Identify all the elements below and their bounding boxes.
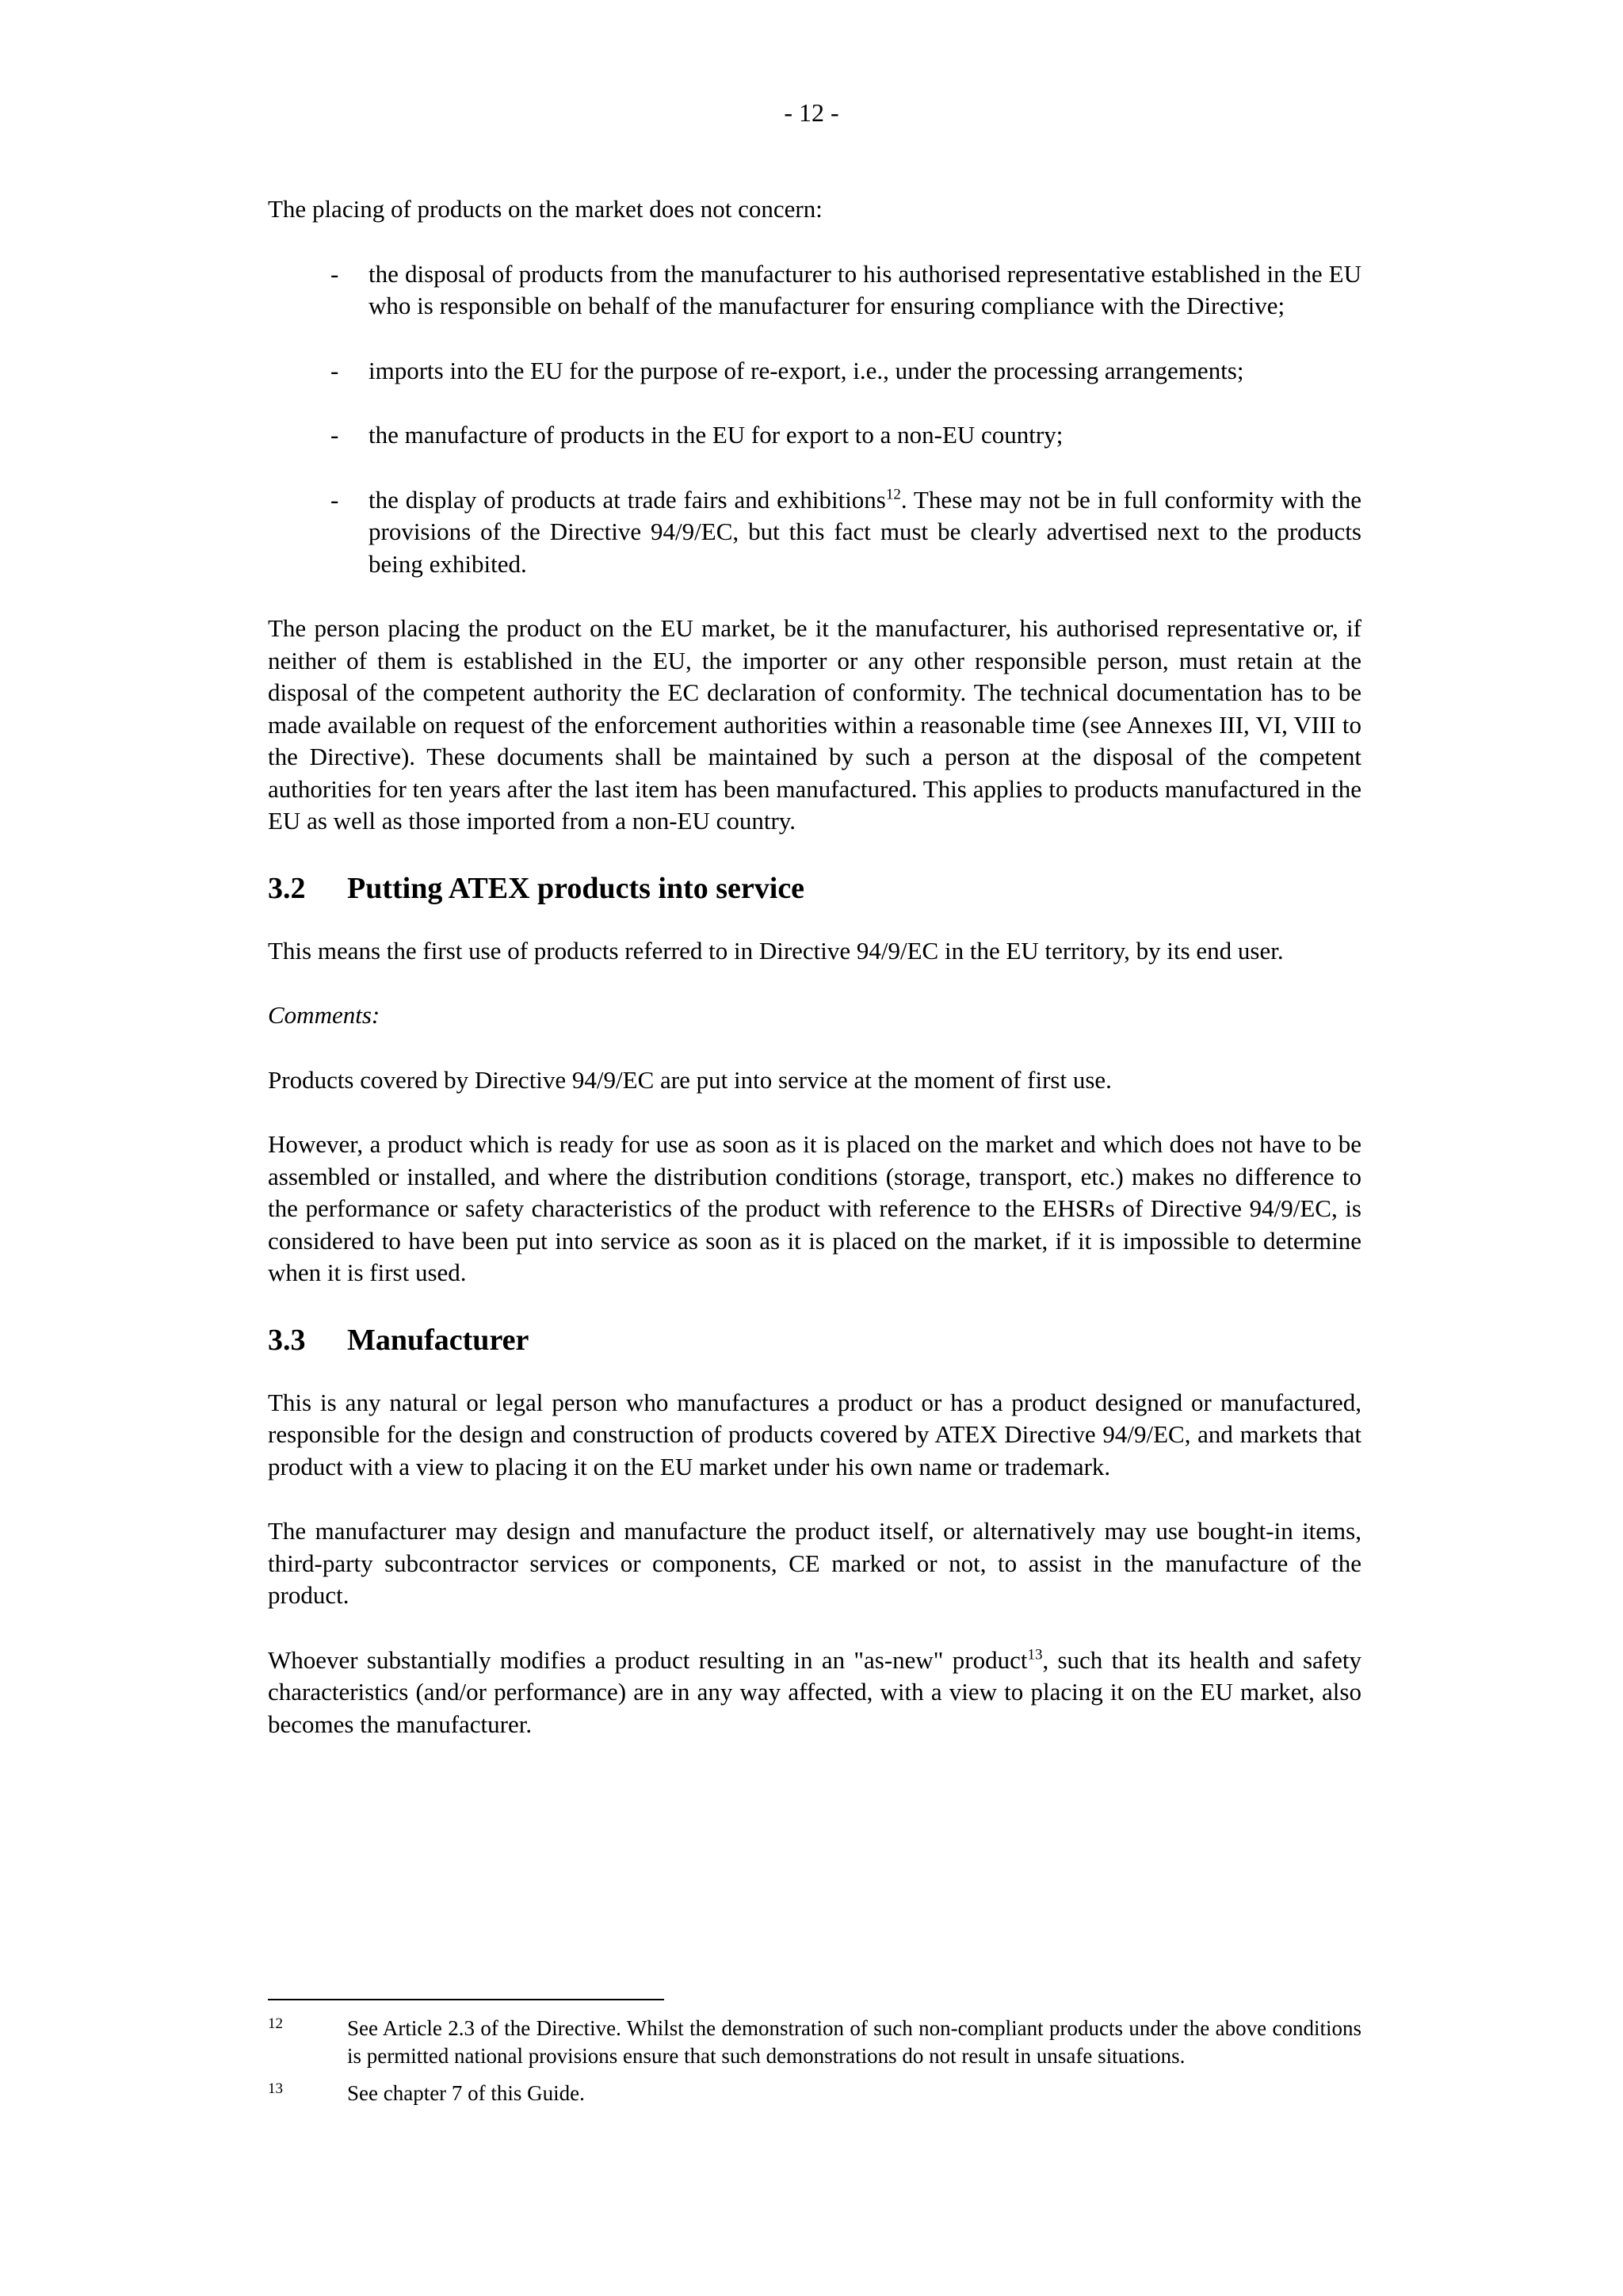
list-item-text-continued: . These may not be in full conformity with the provisions of the Directive 94/9/EC, but this fact must be clearly advertised next to the products being exhibited. [369, 485, 1362, 578]
section-3-3-paragraph-2: The manufacturer may design and manufacture the product itself, or alternatively may use bought-in items, third-party subcontractor services or components, CE marked or not, to assist in the manufacture of the product. [268, 1517, 1361, 1609]
section-number: 3.2 [268, 871, 306, 905]
paragraph-text: Whoever substantially modifies a product resulting in an "as-new" product [268, 1645, 1028, 1674]
exclusions-list [268, 258, 1361, 581]
footnote-13 [268, 2080, 1361, 2107]
section-title: Manufacturer [347, 1323, 529, 1357]
list-item [268, 419, 1361, 452]
footnotes [268, 1999, 1361, 2117]
list-item-text: the disposal of products from the manufacturer to his authorised representative established in the EU who is responsible on behalf of the manufacturer for ensuring compliance with the Directive; [369, 259, 1361, 319]
section-number: 3.3 [268, 1323, 306, 1357]
list-item [268, 484, 1361, 581]
footnote-divider [268, 1999, 664, 2000]
section-3-3-paragraph-3 [268, 1645, 1361, 1741]
section-3-3-heading [268, 1322, 1361, 1358]
list-item-text: imports into the EU for the purpose of re-export, i.e., under the processing arrangements; [369, 356, 1244, 384]
section-title: Putting ATEX products into service [347, 871, 805, 905]
section-3-2-paragraph-2: Products covered by Directive 94/9/EC are put into service at the moment of first use. [268, 1065, 1112, 1094]
footnote-ref-13[interactable]: 13 [1027, 1646, 1043, 1664]
footnote-number: 13 [268, 2080, 283, 2097]
bullet-dash: - [330, 259, 339, 288]
footnote-text: See Article 2.3 of the Directive. Whilst the demonstration of such non-compliant products under the above conditions is permitted national provisions ensure that such demonstrations do not result in unsafe situations. [347, 2016, 1361, 2068]
page-number: - 12 - [784, 98, 839, 127]
bullet-dash: - [330, 356, 339, 384]
section-3-2-heading [268, 870, 1361, 907]
section-3-3-definition: This is any natural or legal person who manufactures a product or has a product designed or manufactured, responsible for the design and construction of products covered by ATEX Directive 94/9/EC, and markets that product with a view to placing it on the EU market under his own name or trademark. [268, 1388, 1361, 1480]
footnote-number: 12 [268, 2015, 283, 2032]
intro-paragraph: The placing of products on the market does not concern: [268, 195, 823, 223]
section-3-2-definition: This means the first use of products referred to in Directive 94/9/EC in the EU territory, by its end user. [268, 936, 1284, 965]
paragraph-text-continued: , such that its health and safety characteristics (and/or performance) are in any way affected, with a view to placing it on the EU market, also becomes the manufacturer. [268, 1645, 1361, 1738]
responsible-person-paragraph: The person placing the product on the EU market, be it the manufacturer, his authorised representative or, if neither of them is established in the EU, the importer or any other responsible person, must retain at the disposal of the competent authority the EC declaration of conformity. The technical documentation has to be made available on request of the enforcement authorities within a reasonable time (see Annexes III, VI, VIII to the Directive). These documents shall be maintained by such a person at the disposal of the competent authorities for ten years after the last item has been manufactured. This applies to products manufactured in the EU as well as those imported from a non-EU country. [268, 614, 1361, 835]
list-item [268, 258, 1361, 323]
footnote-text: See chapter 7 of this Guide. [347, 2081, 585, 2105]
list-item-text: the manufacture of products in the EU for export to a non-EU country; [369, 421, 1064, 449]
section-3-2-paragraph-3: However, a product which is ready for use as soon as it is placed on the market and which does not have to be assembled or installed, and where the distribution conditions (storage, transport, etc.) makes no difference to the performance or safety characteristics of the product with reference to the EHSRs of Directive 94/9/EC, is considered to have been put into service as soon as it is placed on the market, if it is impossible to determine when it is first used. [268, 1130, 1361, 1286]
list-item [268, 355, 1361, 388]
list-item-text: the display of products at trade fairs and exhibitions [369, 485, 886, 514]
footnote-12 [268, 2015, 1361, 2070]
footnote-ref-12[interactable]: 12 [885, 486, 901, 503]
bullet-dash: - [330, 485, 339, 514]
main-content [268, 193, 1361, 1773]
bullet-dash: - [330, 421, 339, 449]
comments-label: Comments: [268, 1001, 380, 1029]
